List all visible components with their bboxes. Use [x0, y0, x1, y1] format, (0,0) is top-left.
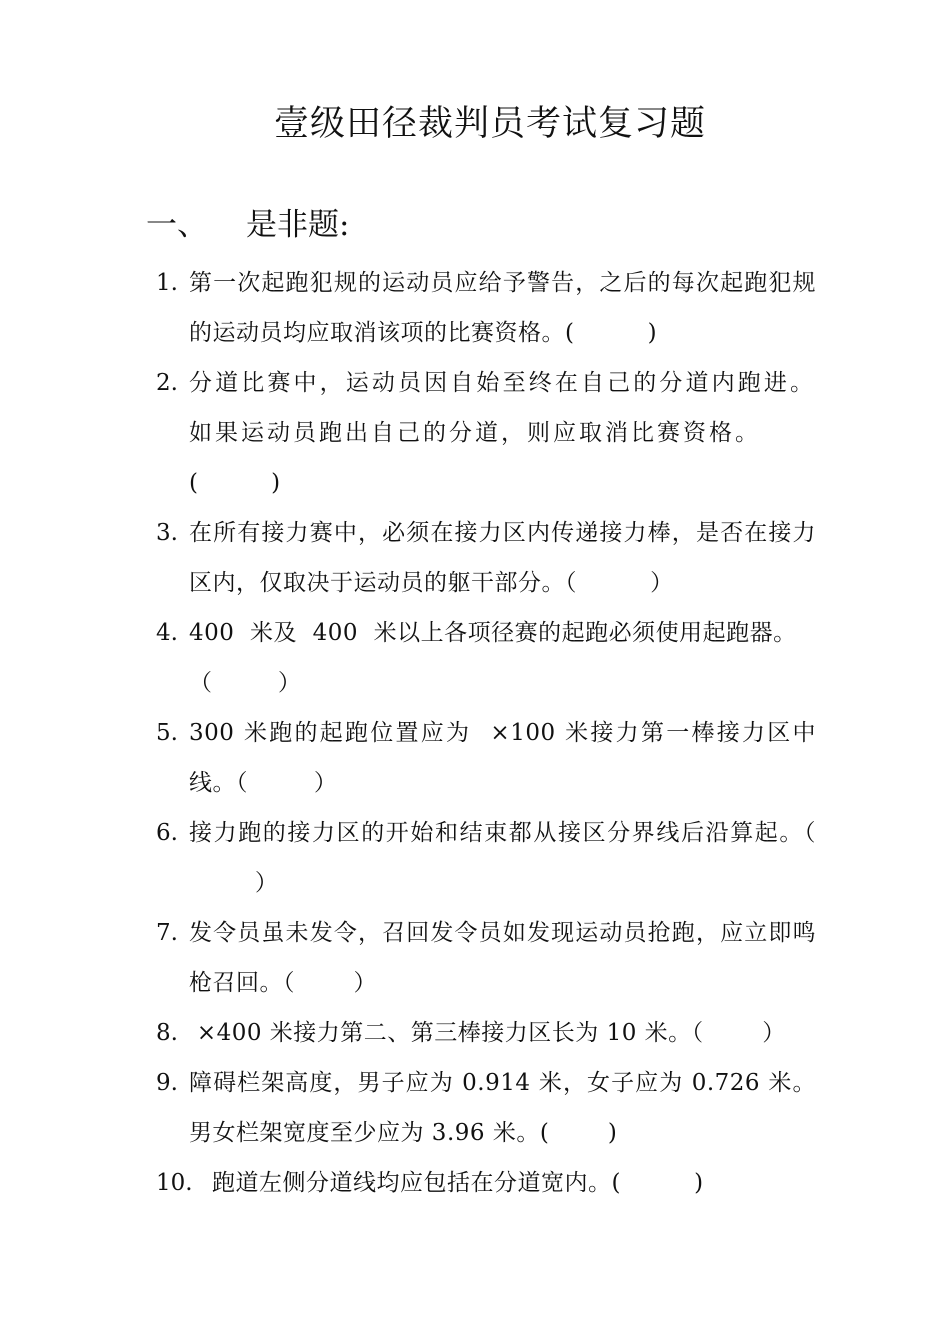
question-item — [156, 1058, 816, 1158]
question-text: 发令员虽未发令，召回发令员如发现运动员抢跑，应立即鸣枪召回。（ — [189, 920, 816, 996]
answer-close-paren: ） — [277, 670, 301, 696]
answer-close-paren: ） — [353, 970, 377, 996]
question-item — [156, 508, 816, 608]
question-number: 7. — [156, 920, 178, 946]
answer-close-paren: ） — [313, 770, 337, 796]
answer-open-paren: ( — [189, 470, 198, 496]
question-list — [156, 258, 816, 1208]
question-item — [156, 608, 816, 708]
question-number: 9. — [156, 1070, 178, 1096]
answer-blank[interactable] — [248, 770, 314, 796]
question-text: 在所有接力赛中，必须在接力区内传递接力棒，是否在接力区内，仅取决于运动员的躯干部分。（ — [189, 520, 816, 596]
answer-close-paren: ) — [647, 320, 657, 346]
question-text: 300 米跑的起跑位置应为 ×100 米接力第一棒接力区中线。（ — [189, 720, 816, 796]
answer-close-paren: ） — [254, 870, 278, 896]
question-text: 第一次起跑犯规的运动员应给予警告，之后的每次起跑犯规的运动员均应取消该项的比赛资格。( — [189, 270, 816, 346]
answer-blank[interactable] — [198, 470, 271, 496]
answer-close-paren: ） — [762, 1020, 786, 1046]
question-item — [156, 1008, 816, 1058]
answer-blank[interactable] — [704, 1020, 763, 1046]
answer-blank[interactable] — [621, 1170, 694, 1196]
question-item — [156, 908, 816, 1008]
question-text: 障碍栏架高度，男子应为 0.914 米，女子应为 0.726 米。男女栏架宽度至少应为 3.96 米。( — [189, 1070, 816, 1146]
answer-close-paren: ) — [271, 470, 281, 496]
answer-close-paren: ) — [694, 1170, 704, 1196]
answer-blank[interactable] — [189, 870, 255, 896]
answer-blank[interactable] — [549, 1120, 608, 1146]
question-number: 1. — [156, 270, 178, 296]
answer-open-paren: （ — [189, 670, 212, 696]
document-title: 壹级田径裁判员考试复习题 — [273, 104, 706, 144]
question-item — [156, 358, 816, 508]
question-item — [156, 708, 816, 808]
question-text: ×400 米接力第二、第三棒接力区长为 10 米。（ — [189, 1020, 704, 1046]
question-number: 10. — [156, 1170, 193, 1196]
question-text: 接力跑的接力区的开始和结束都从接区分界线后沿算起。（ — [189, 820, 816, 846]
section-title: 是非题: — [246, 207, 350, 243]
question-number: 8. — [156, 1020, 178, 1046]
answer-blank[interactable] — [212, 670, 278, 696]
question-number: 5. — [156, 720, 178, 746]
question-item — [156, 808, 816, 908]
question-number: 3. — [156, 520, 178, 546]
section-heading — [146, 200, 349, 250]
question-number: 4. — [156, 620, 178, 646]
question-number: 2. — [156, 370, 178, 396]
answer-close-paren: ) — [607, 1120, 617, 1146]
answer-blank[interactable] — [574, 320, 647, 346]
question-text: 跑道左侧分道线均应包括在分道宽内。( — [212, 1170, 621, 1196]
section-number: 一、 — [146, 207, 208, 243]
question-number: 6. — [156, 820, 178, 846]
question-item — [156, 258, 816, 358]
answer-blank[interactable] — [577, 570, 650, 596]
question-text: 分道比赛中，运动员因自始至终在自己的分道内跑进。如果运动员跑出自己的分道，则应取消比赛资格。 — [189, 370, 816, 446]
answer-close-paren: ） — [650, 570, 674, 596]
question-item — [156, 1158, 816, 1208]
answer-blank[interactable] — [295, 970, 354, 996]
question-text: 400 米及 400 米以上各项径赛的起跑必须使用起跑器。 — [189, 620, 797, 646]
